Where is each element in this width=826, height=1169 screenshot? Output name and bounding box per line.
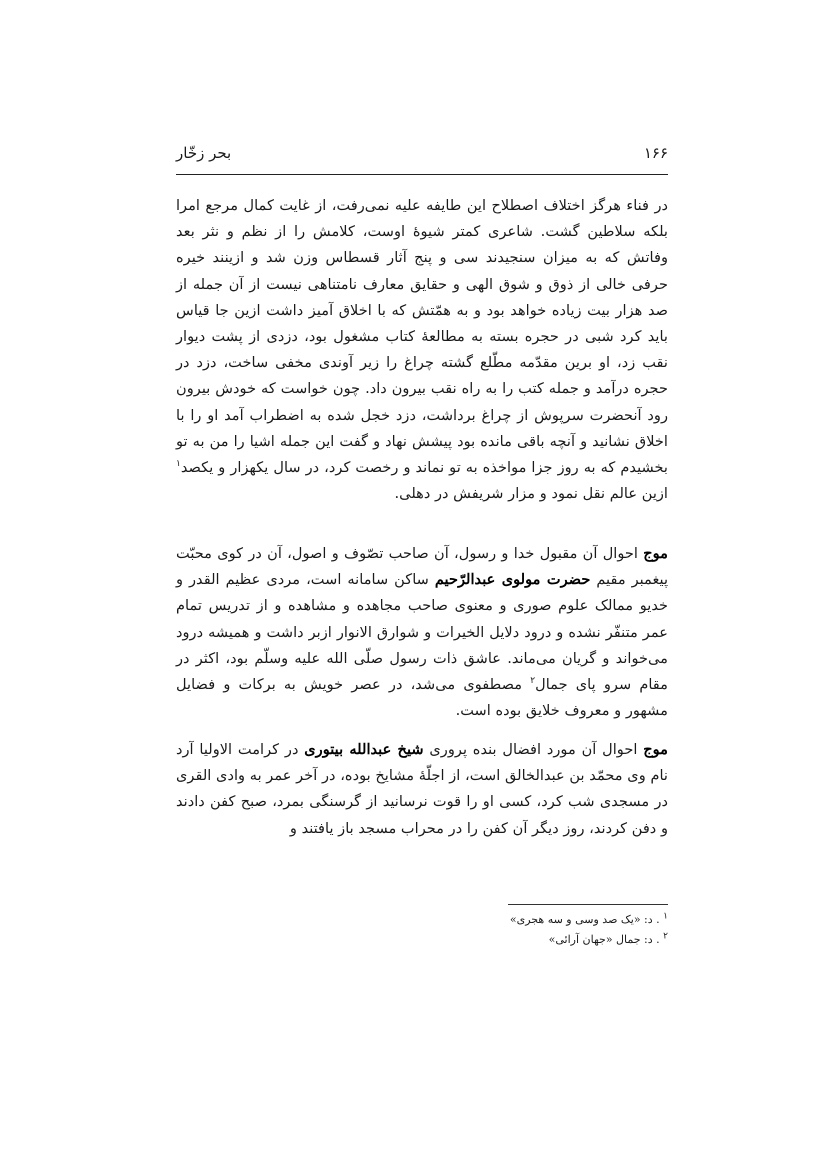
footnote-ref-2: ۲ [530, 676, 536, 687]
page-number: ۱۶۶ [643, 144, 668, 162]
header-rule [176, 174, 668, 175]
paragraph-2 [176, 541, 668, 724]
mawj-keyword: موج [643, 545, 668, 562]
running-title: بحر زخّار [176, 144, 232, 162]
person-name-abdullah: شیخ عبدالله بیتوری [304, 741, 424, 758]
footnote-text: . د: «یک صد وسی و سه هجری» [509, 913, 664, 926]
footnote-text: . د: جمال «جهان آرائی» [548, 933, 664, 946]
mawj-keyword: موج [643, 741, 668, 758]
footnote-number: ۲ [663, 931, 668, 942]
footnote-1 [176, 910, 668, 930]
footnote-number: ۱ [663, 911, 668, 922]
footnote-rule [508, 904, 668, 905]
paragraph-1-text: در فناء هرگز اختلاف اصطلاح این طایفه علیه نمی‌رفت، از غایت کمال مرجع امرا بلکه سلاطین گشت. شاعری کمتر شیوهٔ اوست، کلامش را از نظم و نثر بعد وفاتش که به میزان سنجیدند سی و پنج آثار قسطاس وزن شد و ازینند خیره حرفی خالی از ذوق و شوق الهی و حقایق معارف نامتناهی نیست از آن جمله از صد هزار بیت زیاده خواهد بود و به همّتش که با اخلاق آمیز داشت ازین جا قیاس باید کرد شبی در حجره بسته به مطالعهٔ کتاب مشغول بود، دزدی از پشت دیوار نقب زد، او برین مقدّمه مطّلع گشته چراغ را زیر آوندی مخفی ساخت، دزد در حجره درآمد و جمله کتب را به راه نقب بیرون داد. چون خواست که خودش بیرون رود آنحضرت سرپوش از چراغ برداشت، دزد خجل شده به اضطراب آمد او را با اخلاق نشانید و آنچه باقی مانده بود پیشش نهاد و گفت این جمله اشیا را من به تو بخشیدم که به روز جزا مواخذه به تو نماند و رخصت کرد، در سال یکهزار و یکصد [176, 197, 668, 477]
paragraph-3 [176, 737, 668, 842]
paragraph-3-text-b: در کرامت الاولیا آرد نام وی محمّد بن عبدالخالق است، از اجلّهٔ مشایخ بوده، در آخر عمر به وادی القری در مسجدی شب کرد، کسی او را قوت نرسانید از گرسنگی بمرد، صبح کفن دادند و دفن کردند، روز دیگر آن کفن را در محراب مسجد باز یافتند و [176, 741, 668, 837]
paragraph-2-text-c: مصطفوی می‌شد، در عصر خویش به برکات و فضایل مشهور و معروف خلایق بوده است. [176, 676, 668, 720]
paragraph-1-text-end: ازین عالم نقل نمود و مزار شریفش در دهلی. [394, 485, 668, 503]
paragraph-2-text-a: احوال آن مقبول خدا و رسول، آن صاحب تصّوف و اصول، آن در کوی محبّت پیغمبر مقیم [176, 545, 668, 589]
paragraph-3-text-a: احوال آن مورد افضال بنده پروری [423, 741, 644, 758]
page-header [176, 144, 668, 170]
paragraph-1 [176, 193, 668, 507]
paragraph-2-text-b: ساکن سامانه است، مردی عظیم القدر و خدیو ممالک علوم صوری و معنوی صاحب مجاهده و مشاهده و از تدریس تمام عمر متنفّر نشده و درود دلایل الخیرات و شوارق الانوار ازبر داشت و همیشه درود می‌خواند و گریان می‌ماند. عاشق ذات رسول صلّی الله علیه وسلّم بود، اکثر در مقام سرو پای جمال [176, 571, 668, 694]
person-name-abdulrahim: حضرت مولوی عبدالرّحیم [434, 571, 591, 589]
footnote-ref-1: ۱ [176, 459, 181, 470]
footnotes [176, 910, 668, 950]
footnote-2 [176, 930, 668, 950]
